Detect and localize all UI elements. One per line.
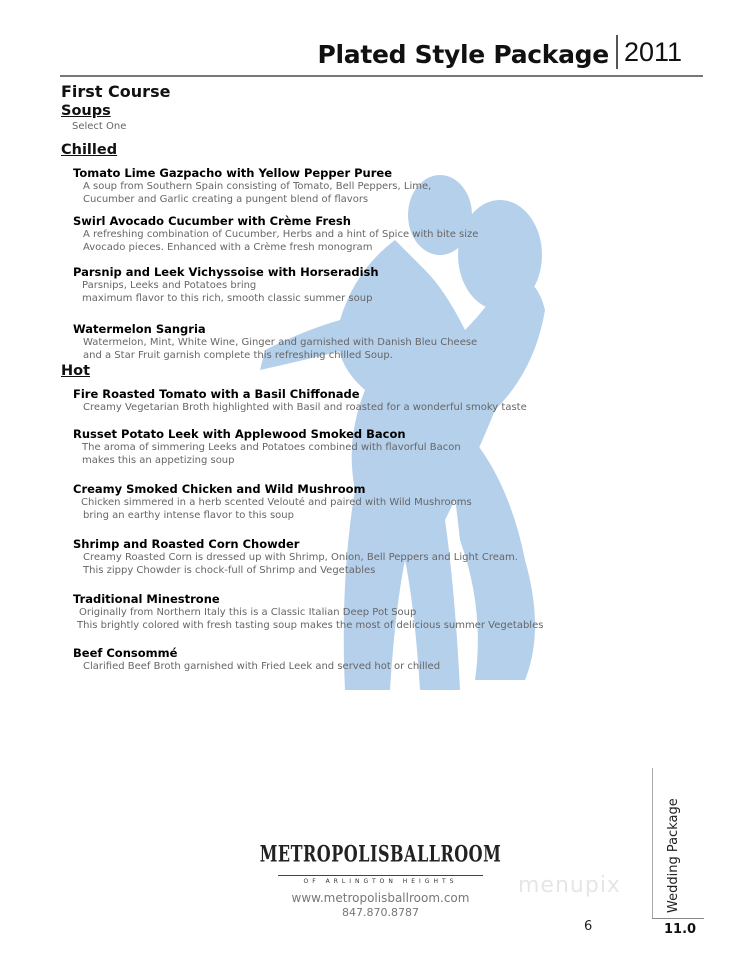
dish-name: Creamy Smoked Chicken and Wild Mushroom bbox=[73, 482, 366, 496]
dish-item bbox=[73, 427, 621, 467]
dish-description: Cucumber and Garlic creating a pungent blend of flavors bbox=[83, 194, 369, 205]
dish-description: This zippy Chowder is chock-full of Shrimp and Vegetables bbox=[83, 565, 376, 576]
metropolis-ballroom-logo bbox=[259, 827, 502, 919]
dish-description: and a Star Fruit garnish complete this refreshing chilled Soup. bbox=[83, 350, 393, 361]
dish-description: A soup from Southern Spain consisting of Tomato, Bell Peppers, Lime, bbox=[83, 181, 432, 192]
logo-left-word: METROPOLIS bbox=[259, 840, 390, 867]
header-rule bbox=[60, 75, 703, 77]
dish-name: Tomato Lime Gazpacho with Yellow Pepper Puree bbox=[73, 166, 393, 180]
side-rule bbox=[652, 918, 704, 919]
dish-item bbox=[73, 592, 621, 632]
page-header bbox=[318, 35, 683, 69]
dish-item bbox=[73, 322, 621, 362]
dish-description: This brightly colored with fresh tasting soup makes the most of delicious summer Vegetables bbox=[77, 620, 544, 631]
dish-name: Traditional Minestrone bbox=[73, 592, 220, 606]
dish-description: Avocado pieces. Enhanced with a Crème fresh monogram bbox=[83, 242, 373, 253]
dish-description: Chicken simmered in a herb scented Velouté and paired with Wild Mushrooms bbox=[81, 497, 472, 508]
page-number: 6 bbox=[584, 919, 593, 934]
hot-heading: Hot bbox=[61, 363, 91, 379]
dish-description: Creamy Vegetarian Broth highlighted with Basil and roasted for a wonderful smoky taste bbox=[83, 402, 527, 413]
dish-description: maximum flavor to this rich, smooth classic summer soup bbox=[82, 293, 373, 304]
dish-name: Watermelon Sangria bbox=[73, 322, 206, 336]
dish-name: Shrimp and Roasted Corn Chowder bbox=[73, 537, 300, 551]
dish-description: bring an earthy intense flavor to this soup bbox=[83, 510, 294, 521]
package-title: Plated Style Package bbox=[317, 40, 609, 69]
dish-description: Parsnips, Leeks and Potatoes bring bbox=[82, 280, 257, 291]
side-label-box bbox=[652, 768, 705, 918]
menu-content bbox=[61, 82, 621, 673]
dish-description: Watermelon, Mint, White Wine, Ginger and garnished with Danish Bleu Cheese bbox=[83, 337, 478, 348]
logo-right-word: BALLROOM bbox=[390, 840, 502, 867]
dish-item bbox=[73, 387, 621, 414]
dish-description: makes this an appetizing soup bbox=[82, 455, 235, 466]
dish-item bbox=[73, 166, 621, 206]
dish-item bbox=[73, 265, 621, 305]
side-label: Wedding Package bbox=[666, 798, 681, 913]
dish-item bbox=[73, 214, 621, 254]
dish-name: Beef Consommé bbox=[73, 646, 178, 660]
phone-number: 847.870.8787 bbox=[342, 906, 419, 919]
soups-heading: Soups bbox=[61, 103, 111, 119]
version-number: 11.0 bbox=[664, 922, 697, 937]
package-year: 2011 bbox=[616, 35, 682, 69]
dish-description: Clarified Beef Broth garnished with Fried Leek and served hot or chilled bbox=[83, 661, 441, 672]
soups-note: Select One bbox=[72, 121, 127, 132]
dish-item bbox=[73, 482, 621, 522]
dish-item bbox=[73, 646, 621, 673]
menupix-watermark: menupix bbox=[518, 873, 621, 898]
dish-name: Swirl Avocado Cucumber with Crème Fresh bbox=[73, 214, 351, 228]
dish-description: Originally from Northern Italy this is a Classic Italian Deep Pot Soup bbox=[79, 607, 417, 618]
logo-subtitle: OF ARLINGTON HEIGHTS bbox=[278, 875, 483, 885]
dish-description: A refreshing combination of Cucumber, Herbs and a hint of Spice with bite size bbox=[83, 229, 479, 240]
website-url[interactable]: www.metropolisballroom.com bbox=[291, 891, 470, 905]
chilled-heading: Chilled bbox=[61, 142, 118, 158]
dish-description: Creamy Roasted Corn is dressed up with Shrimp, Onion, Bell Peppers and Light Cream. bbox=[83, 552, 518, 563]
dish-name: Parsnip and Leek Vichyssoise with Horseradish bbox=[73, 265, 379, 279]
dish-item bbox=[73, 537, 621, 577]
dish-description: The aroma of simmering Leeks and Potatoes combined with flavorful Bacon bbox=[82, 442, 461, 453]
course-title: First Course bbox=[61, 82, 171, 101]
dish-name: Russet Potato Leek with Applewood Smoked Bacon bbox=[73, 427, 406, 441]
dish-name: Fire Roasted Tomato with a Basil Chiffonade bbox=[73, 387, 360, 401]
